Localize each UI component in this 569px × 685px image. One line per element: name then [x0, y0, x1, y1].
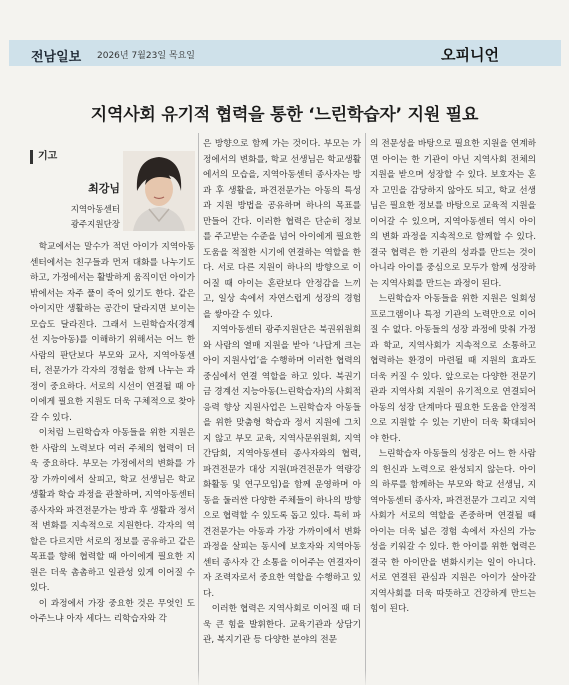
author-photo: [123, 151, 195, 231]
article-column-1: [30, 240, 195, 683]
newspaper-name: 전남일보: [31, 50, 82, 65]
body-paragraph: 이 과정에서 가장 중요한 것은 무엇인 도아주느냐 아자 세다느 리학습자와 각: [30, 598, 195, 624]
body-paragraph: 이처럼 느린학습자 아동들을 위한 지원은 한 사람의 노력보다 여러 주체의 협력이 더욱 중요하다. 부모는 가정에서의 변화를 가장 가까이에서 살피고, 학교 선생님은 학교생활과 학습 과정을 관찰하며, 지역아동센터 종사자와 파견전문가는 방과 후 생활과 정서적 변화를 지속적으로 지원한다. 각자의 역할은 다르지만 서로의 정보를 공유하고 같은 목표를 향해 협력할 때 아이에게 필요한 지원은 더욱 촘촘하고 일관성 있게 이어질 수 있다.: [30, 428, 195, 593]
article-column-2: [203, 137, 361, 683]
column-divider: [365, 133, 366, 685]
body-paragraph: 느린학습자 아동들의 성장은 어느 한 사람의 헌신과 노력으로 완성되지 않는다. 아이의 하루를 함께하는 부모와 학교 선생님, 지역아동센터 종사자, 파견전문가 그리고 지역사회가 서로의 역할을 존중하며 연결될 때 아이는 더욱 넓은 경험 속에서 자신의 가능성을 키워갈 수 있다. 한 아이를 위한 협력은 결국 한 아이만을 변화시키는 일이 아니다. 서로 연결된 관심과 지원은 아이가 살아갈 지역사회를 더욱 따뜻하고 건강하게 만드는 힘이 된다.: [370, 449, 536, 614]
author-role: 광주지원단장: [70, 220, 120, 230]
article-column-3: [370, 137, 536, 683]
author-org: 지역아동센터: [70, 205, 120, 215]
author-name: 최강님: [88, 182, 120, 195]
column-tag: 기고: [30, 150, 62, 164]
column-divider: [198, 133, 199, 685]
body-paragraph: 학교에서는 말수가 적던 아이가 지역아동센터에서는 친구들과 먼저 대화를 나누기도 하고, 가정에서는 활발하게 움직이던 아이가 밖에서는 자주 풀이 죽어 있기도 한다. 같은 아이지만 생활하는 공간이 달라지면 보이는 모습도 달라진다. 그래서 느린학습자(경계선 지능아동)를 이해하기 위해서는 어느 한 사람의 판단보다 부모와 교사, 지역아동센터, 전문가가 각자의 경험을 함께 나누는 과정이 중요하다. 서로의 시선이 연결될 때 아이에게 필요한 지원도 더욱 구체적으로 찾아갈 수 있다.: [30, 242, 195, 423]
body-paragraph: 지역아동센터 광주지원단은 북권위원회와 사람의 열매 지원을 받아 ‘나답게 크는 아이 지원사업’을 수행하며 이러한 협력의 중심에서 연결 역할을 하고 있다. 북권기금 경계선 지능아동(느린학습자)의 사회적응력 향상 지원사업은 느린학습자 아동들을 위한 맞춤형 학습과 정서 지원에 그치지 않고 부모 교육, 지역사문위원회, 지역간담회, 지역아동센터 종사자와의 협력, 파견전문가 대상 지원(파견전문가 역량강화활동 및 연구모임)을 함께 운영하며 아동을 둘러싼 다양한 주체들이 하나의 방향으로 협력할 수 있도록 돕고 있다. 특히 파견전문가는 아동과 가장 가까이에서 변화 과정을 살피는 동시에 보호자와 지역아동센터 종사자 간 소통을 이어주는 연결자이자 조력자로서 중요한 역할을 수행하고 있다.: [203, 325, 361, 599]
body-paragraph: 의 전문성을 바탕으로 필요한 지원을 연계하면 아이는 한 기관이 아닌 지역사회 전체의 지원을 받으며 성장할 수 있다. 보호자는 혼자 고민을 감당하지 않아도 되고, 학교 선생님은 필요한 정보를 바탕으로 교육적 지원을 이어갈 수 있으며, 지역아동센터 역시 아이의 변화 과정을 지속적으로 함께할 수 있다. 결국 협력은 한 기관의 성과를 만드는 것이 아니라 아이를 중심으로 모두가 함께 성장하는 지역사회를 만드는 과정이 된다.: [370, 139, 536, 289]
body-paragraph: 느린학습자 아동들을 위한 지원은 일회성 프로그램이나 특정 기관의 노력만으로 이어질 수 없다. 아동들의 성장 과정에 맞춰 가정과 학교, 지역사회가 지속적으로 소통하고 협력하는 환경이 마련될 때 지원의 효과도 더욱 커질 수 있다. 앞으로는 다양한 전문기관과 지역사회 지원이 유기적으로 연결되어 아동의 성장 단계마다 필요한 도움을 안정적으로 지원할 수 있는 기반이 더욱 확대되어야 한다.: [370, 294, 536, 444]
issue-date: 2026년 7월23일 목요일: [97, 51, 195, 61]
newspaper-header: [9, 40, 561, 66]
body-paragraph: 은 방향으로 함께 가는 것이다. 부모는 가정에서의 변화를, 학교 선생님은 학교생활에서의 모습을, 지역아동센터 종사자는 방과 후 생활을, 파견전문가는 아동의 특성과 지원 방법을 공유하며 하나의 목표를 만들어 간다. 이러한 협력은 단순히 정보를 주고받는 수준을 넘어 아이에게 필요한 도움을 적절한 시기에 연결하는 역할을 한다. 서로 다른 지원이 하나의 방향으로 이어질 때 아이는 혼란보다 안정감을 느끼고, 일상 속에서 자연스럽게 성장의 경험을 쌓아갈 수 있다.: [203, 139, 361, 320]
section-name: 오피니언: [441, 46, 499, 64]
page-bottom-fade: [0, 670, 569, 685]
article-title: 지역사회 유기적 협력을 통한 ‘느린학습자’ 지원 필요: [90, 105, 479, 125]
body-paragraph: 이러한 협력은 지역사회로 이어질 때 더욱 큰 힘을 발휘한다. 교육기관과 상담기관, 복지기관 등 다양한 분야의 전문: [203, 604, 361, 645]
